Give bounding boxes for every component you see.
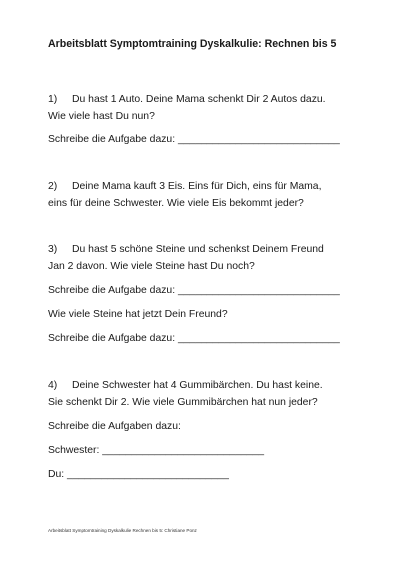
task-4-answer-you: Du: ____________________________ [48, 469, 229, 480]
task-1-text-1: Du hast 1 Auto. Deine Mama schenkt Dir 2 Autos dazu. [72, 94, 326, 105]
task-4-line-2: Sie schenkt Dir 2. Wie viele Gummibärchen hat nun jeder? [48, 397, 318, 408]
page-footer: Arbeitsblatt Symptomtraining Dyskalkulie Rechnen bis 5: Christiane Ponz [48, 528, 197, 533]
task-2-number: 2) [48, 181, 58, 192]
task-3-text-1: Du hast 5 schöne Steine und schenkst Deinem Freund [72, 244, 324, 255]
task-1-line-2: Wie viele hast Du nun? [48, 111, 155, 122]
task-1-answer-line: Schreibe die Aufgabe dazu: ____________________________ [48, 134, 340, 145]
task-3-answer-line-2: Schreibe die Aufgabe dazu: ____________________________ [48, 333, 340, 344]
task-4-text-1: Deine Schwester hat 4 Gummibärchen. Du hast keine. [72, 380, 323, 391]
task-2-line-1 [48, 180, 321, 194]
task-1-line-1 [48, 93, 326, 107]
task-2-text-1: Deine Mama kauft 3 Eis. Eins für Dich, eins für Mama, [72, 181, 322, 192]
task-3-line-2: Jan 2 davon. Wie viele Steine hast Du noch? [48, 261, 255, 272]
task-3-line-1 [48, 243, 324, 257]
task-4-line-1 [48, 379, 323, 393]
task-3-question-2: Wie viele Steine hat jetzt Dein Freund? [48, 309, 228, 320]
task-4-answer-sister: Schwester: ____________________________ [48, 445, 265, 456]
task-2-line-2: eins für deine Schwester. Wie viele Eis bekommt jeder? [48, 198, 304, 209]
page-title: Arbeitsblatt Symptomtraining Dyskalkulie: Rechnen bis 5 [48, 38, 337, 50]
task-3-answer-line-1: Schreibe die Aufgabe dazu: ____________________________ [48, 285, 340, 296]
task-1-number: 1) [48, 94, 58, 105]
task-4-instruction: Schreibe die Aufgaben dazu: [48, 421, 181, 432]
task-3-number: 3) [48, 244, 58, 255]
task-4-number: 4) [48, 380, 58, 391]
